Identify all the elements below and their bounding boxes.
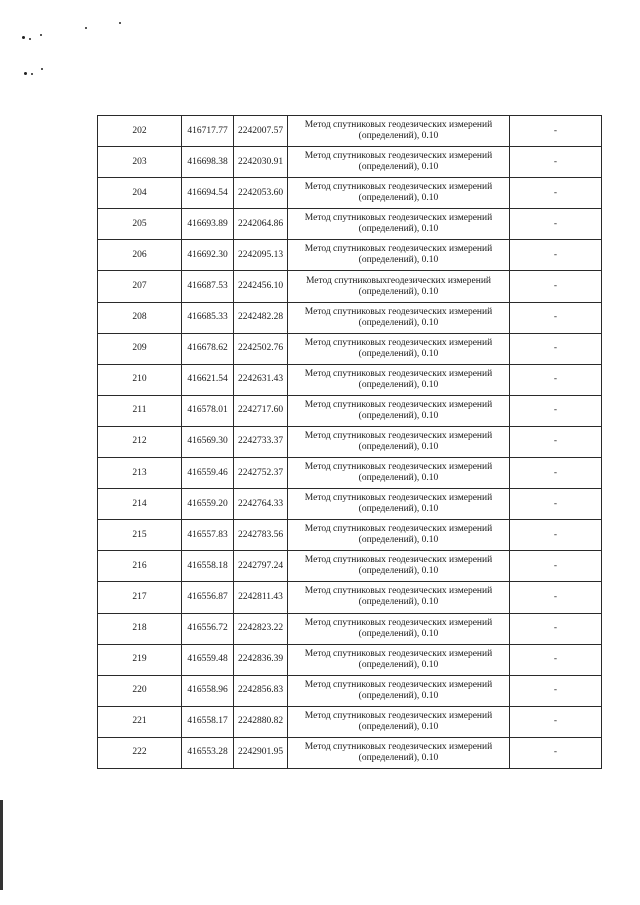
value-cell: - bbox=[510, 209, 602, 240]
y-coordinate-cell: 2242007.57 bbox=[234, 116, 288, 147]
value-cell: - bbox=[510, 644, 602, 675]
point-number-cell: 216 bbox=[98, 551, 182, 582]
scan-speck bbox=[41, 68, 43, 70]
method-cell: Метод спутниковыхгеодезических измерений (определений), 0.10 bbox=[288, 271, 510, 302]
scan-speck bbox=[31, 73, 33, 75]
table-row bbox=[98, 271, 602, 302]
y-coordinate-cell: 2242752.37 bbox=[234, 458, 288, 489]
table-row bbox=[98, 240, 602, 271]
method-cell: Метод спутниковых геодезических измерений (определений), 0.10 bbox=[288, 302, 510, 333]
point-number-cell: 204 bbox=[98, 178, 182, 209]
y-coordinate-cell: 2242811.43 bbox=[234, 582, 288, 613]
x-coordinate-cell: 416558.17 bbox=[182, 706, 234, 737]
y-coordinate-cell: 2242064.86 bbox=[234, 209, 288, 240]
value-cell: - bbox=[510, 737, 602, 768]
scan-speck bbox=[24, 72, 27, 75]
point-number-cell: 205 bbox=[98, 209, 182, 240]
y-coordinate-cell: 2242053.60 bbox=[234, 178, 288, 209]
point-number-cell: 212 bbox=[98, 426, 182, 457]
x-coordinate-cell: 416556.72 bbox=[182, 613, 234, 644]
method-cell: Метод спутниковых геодезических измерений (определений), 0.10 bbox=[288, 147, 510, 178]
table-row bbox=[98, 582, 602, 613]
value-cell: - bbox=[510, 520, 602, 551]
x-coordinate-cell: 416692.30 bbox=[182, 240, 234, 271]
point-number-cell: 219 bbox=[98, 644, 182, 675]
y-coordinate-cell: 2242823.22 bbox=[234, 613, 288, 644]
method-cell: Метод спутниковых геодезических измерений (определений), 0.10 bbox=[288, 613, 510, 644]
point-number-cell: 215 bbox=[98, 520, 182, 551]
coordinates-table-body bbox=[98, 116, 602, 769]
scan-speck bbox=[85, 27, 87, 29]
table-row bbox=[98, 489, 602, 520]
value-cell: - bbox=[510, 675, 602, 706]
point-number-cell: 209 bbox=[98, 333, 182, 364]
scan-speck bbox=[29, 38, 31, 40]
scan-edge-mark bbox=[0, 800, 3, 890]
value-cell: - bbox=[510, 302, 602, 333]
y-coordinate-cell: 2242095.13 bbox=[234, 240, 288, 271]
point-number-cell: 222 bbox=[98, 737, 182, 768]
table-row bbox=[98, 520, 602, 551]
x-coordinate-cell: 416558.18 bbox=[182, 551, 234, 582]
point-number-cell: 213 bbox=[98, 458, 182, 489]
x-coordinate-cell: 416557.83 bbox=[182, 520, 234, 551]
point-number-cell: 208 bbox=[98, 302, 182, 333]
x-coordinate-cell: 416694.54 bbox=[182, 178, 234, 209]
table-row bbox=[98, 116, 602, 147]
value-cell: - bbox=[510, 551, 602, 582]
method-cell: Метод спутниковых геодезических измерений (определений), 0.10 bbox=[288, 551, 510, 582]
value-cell: - bbox=[510, 489, 602, 520]
y-coordinate-cell: 2242783.56 bbox=[234, 520, 288, 551]
table-row bbox=[98, 395, 602, 426]
method-cell: Метод спутниковых геодезических измерений (определений), 0.10 bbox=[288, 675, 510, 706]
x-coordinate-cell: 416698.38 bbox=[182, 147, 234, 178]
value-cell: - bbox=[510, 426, 602, 457]
scan-speck bbox=[22, 36, 25, 39]
point-number-cell: 206 bbox=[98, 240, 182, 271]
value-cell: - bbox=[510, 178, 602, 209]
method-cell: Метод спутниковых геодезических измерений (определений), 0.10 bbox=[288, 178, 510, 209]
x-coordinate-cell: 416621.54 bbox=[182, 364, 234, 395]
x-coordinate-cell: 416685.33 bbox=[182, 302, 234, 333]
y-coordinate-cell: 2242764.33 bbox=[234, 489, 288, 520]
x-coordinate-cell: 416693.89 bbox=[182, 209, 234, 240]
table-row bbox=[98, 302, 602, 333]
y-coordinate-cell: 2242482.28 bbox=[234, 302, 288, 333]
point-number-cell: 207 bbox=[98, 271, 182, 302]
y-coordinate-cell: 2242856.83 bbox=[234, 675, 288, 706]
y-coordinate-cell: 2242502.76 bbox=[234, 333, 288, 364]
x-coordinate-cell: 416553.28 bbox=[182, 737, 234, 768]
x-coordinate-cell: 416717.77 bbox=[182, 116, 234, 147]
value-cell: - bbox=[510, 116, 602, 147]
method-cell: Метод спутниковых геодезических измерений (определений), 0.10 bbox=[288, 582, 510, 613]
y-coordinate-cell: 2242733.37 bbox=[234, 426, 288, 457]
table-row bbox=[98, 426, 602, 457]
value-cell: - bbox=[510, 364, 602, 395]
value-cell: - bbox=[510, 458, 602, 489]
point-number-cell: 210 bbox=[98, 364, 182, 395]
table-row bbox=[98, 458, 602, 489]
y-coordinate-cell: 2242836.39 bbox=[234, 644, 288, 675]
table-row bbox=[98, 737, 602, 768]
method-cell: Метод спутниковых геодезических измерений (определений), 0.10 bbox=[288, 520, 510, 551]
table-row bbox=[98, 675, 602, 706]
table-row bbox=[98, 209, 602, 240]
method-cell: Метод спутниковых геодезических измерений (определений), 0.10 bbox=[288, 364, 510, 395]
point-number-cell: 211 bbox=[98, 395, 182, 426]
method-cell: Метод спутниковых геодезических измерений (определений), 0.10 bbox=[288, 116, 510, 147]
method-cell: Метод спутниковых геодезических измерений (определений), 0.10 bbox=[288, 333, 510, 364]
x-coordinate-cell: 416559.20 bbox=[182, 489, 234, 520]
point-number-cell: 218 bbox=[98, 613, 182, 644]
x-coordinate-cell: 416558.96 bbox=[182, 675, 234, 706]
x-coordinate-cell: 416559.46 bbox=[182, 458, 234, 489]
point-number-cell: 202 bbox=[98, 116, 182, 147]
x-coordinate-cell: 416559.48 bbox=[182, 644, 234, 675]
coordinates-table bbox=[97, 115, 602, 769]
table-row bbox=[98, 644, 602, 675]
value-cell: - bbox=[510, 333, 602, 364]
x-coordinate-cell: 416556.87 bbox=[182, 582, 234, 613]
y-coordinate-cell: 2242631.43 bbox=[234, 364, 288, 395]
x-coordinate-cell: 416569.30 bbox=[182, 426, 234, 457]
value-cell: - bbox=[510, 240, 602, 271]
value-cell: - bbox=[510, 706, 602, 737]
method-cell: Метод спутниковых геодезических измерений (определений), 0.10 bbox=[288, 240, 510, 271]
method-cell: Метод спутниковых геодезических измерений (определений), 0.10 bbox=[288, 395, 510, 426]
y-coordinate-cell: 2242717.60 bbox=[234, 395, 288, 426]
method-cell: Метод спутниковых геодезических измерений (определений), 0.10 bbox=[288, 706, 510, 737]
value-cell: - bbox=[510, 613, 602, 644]
table-row bbox=[98, 364, 602, 395]
table-row bbox=[98, 551, 602, 582]
method-cell: Метод спутниковых геодезических измерений (определений), 0.10 bbox=[288, 458, 510, 489]
point-number-cell: 221 bbox=[98, 706, 182, 737]
table-row bbox=[98, 706, 602, 737]
table-row bbox=[98, 613, 602, 644]
value-cell: - bbox=[510, 582, 602, 613]
method-cell: Метод спутниковых геодезических измерений (определений), 0.10 bbox=[288, 209, 510, 240]
value-cell: - bbox=[510, 147, 602, 178]
x-coordinate-cell: 416678.62 bbox=[182, 333, 234, 364]
table-row bbox=[98, 333, 602, 364]
point-number-cell: 217 bbox=[98, 582, 182, 613]
x-coordinate-cell: 416578.01 bbox=[182, 395, 234, 426]
y-coordinate-cell: 2242880.82 bbox=[234, 706, 288, 737]
point-number-cell: 220 bbox=[98, 675, 182, 706]
y-coordinate-cell: 2242030.91 bbox=[234, 147, 288, 178]
value-cell: - bbox=[510, 271, 602, 302]
point-number-cell: 203 bbox=[98, 147, 182, 178]
x-coordinate-cell: 416687.53 bbox=[182, 271, 234, 302]
table-row bbox=[98, 178, 602, 209]
method-cell: Метод спутниковых геодезических измерений (определений), 0.10 bbox=[288, 489, 510, 520]
point-number-cell: 214 bbox=[98, 489, 182, 520]
method-cell: Метод спутниковых геодезических измерений (определений), 0.10 bbox=[288, 426, 510, 457]
scan-speck bbox=[119, 22, 121, 24]
method-cell: Метод спутниковых геодезических измерений (определений), 0.10 bbox=[288, 644, 510, 675]
y-coordinate-cell: 2242901.95 bbox=[234, 737, 288, 768]
scan-speck bbox=[40, 34, 42, 36]
y-coordinate-cell: 2242797.24 bbox=[234, 551, 288, 582]
table-row bbox=[98, 147, 602, 178]
value-cell: - bbox=[510, 395, 602, 426]
method-cell: Метод спутниковых геодезических измерений (определений), 0.10 bbox=[288, 737, 510, 768]
y-coordinate-cell: 2242456.10 bbox=[234, 271, 288, 302]
